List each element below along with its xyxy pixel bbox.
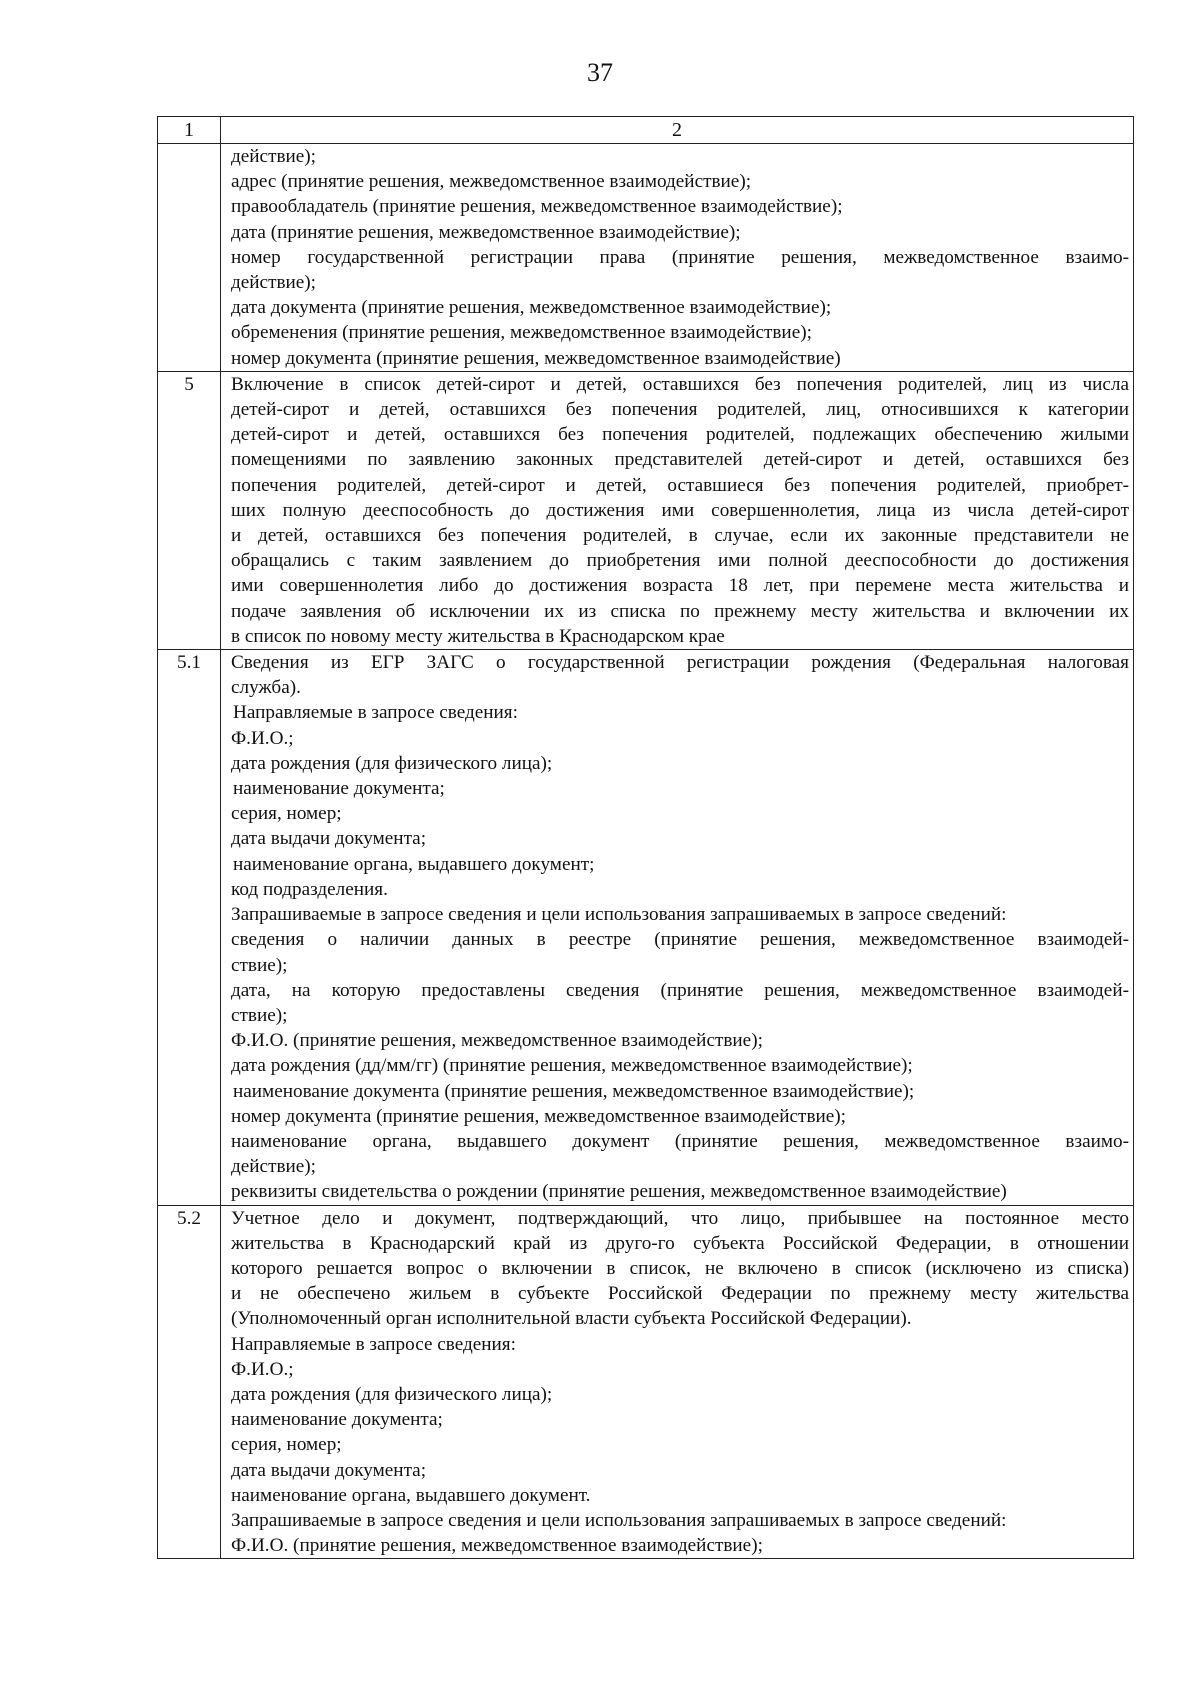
text-line: Запрашиваемые в запросе сведения и цели использования запрашиваемых в запросе сведений: bbox=[231, 1509, 1007, 1531]
text-line: дата рождения (для физического лица); bbox=[231, 1383, 553, 1405]
text-line: наименование документа; bbox=[233, 778, 445, 800]
table-row bbox=[158, 1205, 1134, 1559]
text-line: жительства в Краснодарский край из друго-го субъекта Российской Федерации, в отношении bbox=[231, 1232, 1129, 1254]
text-line: попечения родителей, детей-сирот и детей, оставшиеся без попечения родителей, приобрет- bbox=[231, 474, 1129, 496]
text-line: серия, номер; bbox=[231, 1434, 342, 1456]
text-line: наименование органа, выдавшего документ. bbox=[231, 1484, 591, 1506]
row-number-cell: 5 bbox=[158, 371, 221, 649]
text-line: ших полную дееспособность до достижения ими совершеннолетия, лица из числа детей-сирот bbox=[231, 499, 1129, 521]
text-line: действие); bbox=[231, 272, 317, 294]
text-line: детей-сирот и детей, оставшихся без попечения родителей, лиц, относившихся к категории bbox=[231, 399, 1129, 421]
text-line: действие); bbox=[231, 146, 317, 167]
text-line: Включение в список детей-сирот и детей, оставшихся без попечения родителей, лиц из числа bbox=[231, 373, 1129, 395]
table-header-row bbox=[158, 117, 1134, 144]
text-line: наименование документа (принятие решения, межведомственное взаимодействие); bbox=[233, 1080, 915, 1102]
text-line: дата (принятие решения, межведомственное взаимодействие); bbox=[231, 221, 741, 243]
column-header-number: 1 bbox=[158, 117, 221, 144]
requirements-table bbox=[157, 116, 1134, 1559]
table-row bbox=[158, 371, 1134, 649]
text-line: наименование документа; bbox=[231, 1409, 443, 1431]
text-line: Ф.И.О. (принятие решения, межведомственное взаимодействие); bbox=[231, 1535, 763, 1557]
text-line: сведения о наличии данных в реестре (принятие решения, межведомственное взаимодей- bbox=[231, 929, 1129, 951]
text-line: номер государственной регистрации права (принятие решения, межведомственное взаимо- bbox=[231, 246, 1129, 268]
text-line: номер документа (принятие решения, межведомственное взаимодействие) bbox=[231, 347, 841, 369]
text-line: ствие); bbox=[231, 954, 288, 976]
table-row bbox=[158, 144, 1134, 372]
text-line: Ф.И.О. (принятие решения, межведомственное взаимодействие); bbox=[231, 1030, 763, 1052]
text-line: правообладатель (принятие решения, межведомственное взаимодействие); bbox=[231, 196, 843, 218]
text-line: ствие); bbox=[231, 1004, 288, 1026]
text-line: Направляемые в запросе сведения: bbox=[231, 1333, 516, 1355]
text-line: в список по новому месту жительства в Краснодарском крае bbox=[231, 625, 725, 647]
page-number: 37 bbox=[587, 58, 613, 87]
text-line: действие); bbox=[231, 1156, 317, 1178]
text-line: Ф.И.О.; bbox=[231, 1358, 294, 1380]
text-line: Запрашиваемые в запросе сведения и цели использования запрашиваемых в запросе сведений: bbox=[231, 904, 1007, 926]
text-line: (Уполномоченный орган исполнительной власти субъекта Российской Федерации). bbox=[231, 1308, 912, 1330]
text-line: которого решается вопрос о включении в список, не включено в список (исключено из списка) bbox=[231, 1257, 1129, 1279]
text-line: дата рождения (для физического лица); bbox=[231, 752, 553, 774]
text-line: и не обеспечено жильем в субъекте Российской Федерации по прежнему месту жительства bbox=[231, 1283, 1129, 1305]
row-content-cell bbox=[221, 144, 1134, 372]
row-number-cell: 5.2 bbox=[158, 1205, 221, 1559]
text-line: дата рождения (дд/мм/гг) (принятие решения, межведомственное взаимодействие); bbox=[231, 1055, 913, 1077]
text-line: дата документа (принятие решения, межведомственное взаимодействие); bbox=[231, 297, 832, 319]
text-line: Ф.И.О.; bbox=[231, 727, 294, 749]
row-content-cell bbox=[221, 371, 1134, 649]
text-line: дата, на которую предоставлены сведения (принятие решения, межведомственное взаимодей- bbox=[231, 979, 1129, 1001]
text-line: реквизиты свидетельства о рождении (принятие решения, межведомственное взаимодействие) bbox=[231, 1181, 1007, 1203]
table-row bbox=[158, 650, 1134, 1205]
text-line: адрес (принятие решения, межведомственное взаимодействие); bbox=[231, 171, 752, 193]
text-line: наименование органа, выдавшего документ (принятие решения, межведомственное взаимо- bbox=[231, 1130, 1129, 1152]
row-number-cell bbox=[158, 144, 221, 372]
column-header-content: 2 bbox=[221, 117, 1134, 144]
text-line: Направляемые в запросе сведения: bbox=[233, 702, 518, 724]
row-number-cell: 5.1 bbox=[158, 650, 221, 1205]
text-line: и детей, оставшихся без попечения родителей, в случае, если их законные представители не bbox=[231, 525, 1129, 547]
text-line: Учетное дело и документ, подтверждающий, что лицо, прибывшее на постоянное место bbox=[231, 1207, 1129, 1229]
text-line: наименование органа, выдавшего документ; bbox=[233, 853, 595, 875]
text-line: подаче заявления об исключении их из списка по прежнему месту жительства и включении их bbox=[231, 600, 1129, 622]
row-content-cell bbox=[221, 1205, 1134, 1559]
text-line: обременения (принятие решения, межведомственное взаимодействие); bbox=[231, 322, 812, 344]
text-line: помещениями по заявлению законных представителей детей-сирот и детей, оставшихся без bbox=[231, 449, 1129, 471]
text-line: номер документа (принятие решения, межведомственное взаимодействие); bbox=[231, 1105, 847, 1127]
text-line: дата выдачи документа; bbox=[231, 828, 427, 850]
text-line: детей-сирот и детей, оставшихся без попечения родителей, подлежащих обеспечению жилыми bbox=[231, 424, 1129, 446]
text-line: обращались с таким заявлением до приобретения ими полной дееспособности до достижения bbox=[231, 550, 1129, 572]
row-content-cell bbox=[221, 650, 1134, 1205]
text-line: Сведения из ЕГР ЗАГС о государственной регистрации рождения (Федеральная налоговая bbox=[231, 652, 1129, 674]
text-line: серия, номер; bbox=[231, 803, 342, 825]
text-line: ими совершеннолетия либо до достижения возраста 18 лет, при перемене места жительства и bbox=[231, 575, 1129, 597]
text-line: служба). bbox=[231, 677, 301, 699]
text-line: код подразделения. bbox=[231, 878, 388, 900]
text-line: дата выдачи документа; bbox=[231, 1459, 427, 1481]
